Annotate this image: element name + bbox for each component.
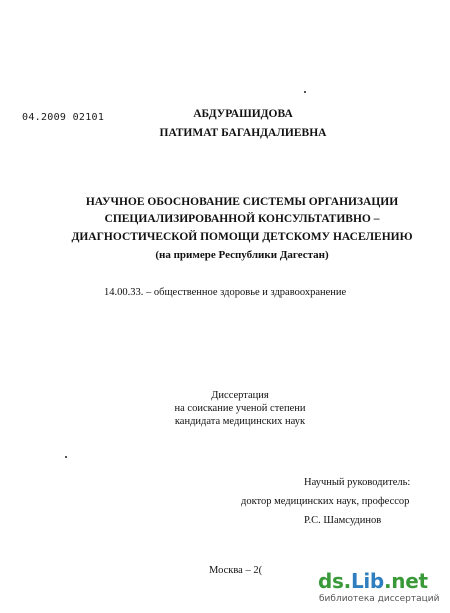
watermark-caption: библиотека диссертаций [319,594,440,604]
author-name: ПАТИМАТ БАГАНДАЛИЕВНА [159,127,327,139]
dslib-logo: ds.Lib.net [318,569,428,593]
degree-name: кандидата медицинских наук [174,416,306,427]
dslib-watermark[interactable] [318,563,448,611]
degree-purpose: на соискание ученой степени [174,403,306,414]
title-line-2: СПЕЦИАЛИЗИРОВАННОЙ КОНСУЛЬТАТИВНО – [104,213,380,225]
dissertation-label: Диссертация [211,390,269,401]
supervisor-label: Научный руководитель: [304,477,411,488]
registration-number: 04.2009 02101 [22,112,105,123]
title-line-3: ДИАГНОСТИЧЕСКОЙ ПОМОЩИ ДЕТСКОМУ НАСЕЛЕНИЮ [71,231,413,243]
title-line-1: НАУЧНОЕ ОБОСНОВАНИЕ СИСТЕМЫ ОРГАНИЗАЦИИ [85,196,399,208]
scan-speck [304,91,306,93]
scan-speck [65,456,67,458]
specialty-code: 14.00.33. – общественное здоровье и здравоохранение [104,287,347,298]
supervisor-name: Р.С. Шамсудинов [304,515,382,526]
author-surname: АБДУРАШИДОВА [193,108,293,120]
title-subtitle: (на примере Республики Дагестан) [155,249,329,261]
city-year: Москва – 2( [209,565,263,576]
supervisor-degree: доктор медицинских наук, профессор [241,496,410,507]
